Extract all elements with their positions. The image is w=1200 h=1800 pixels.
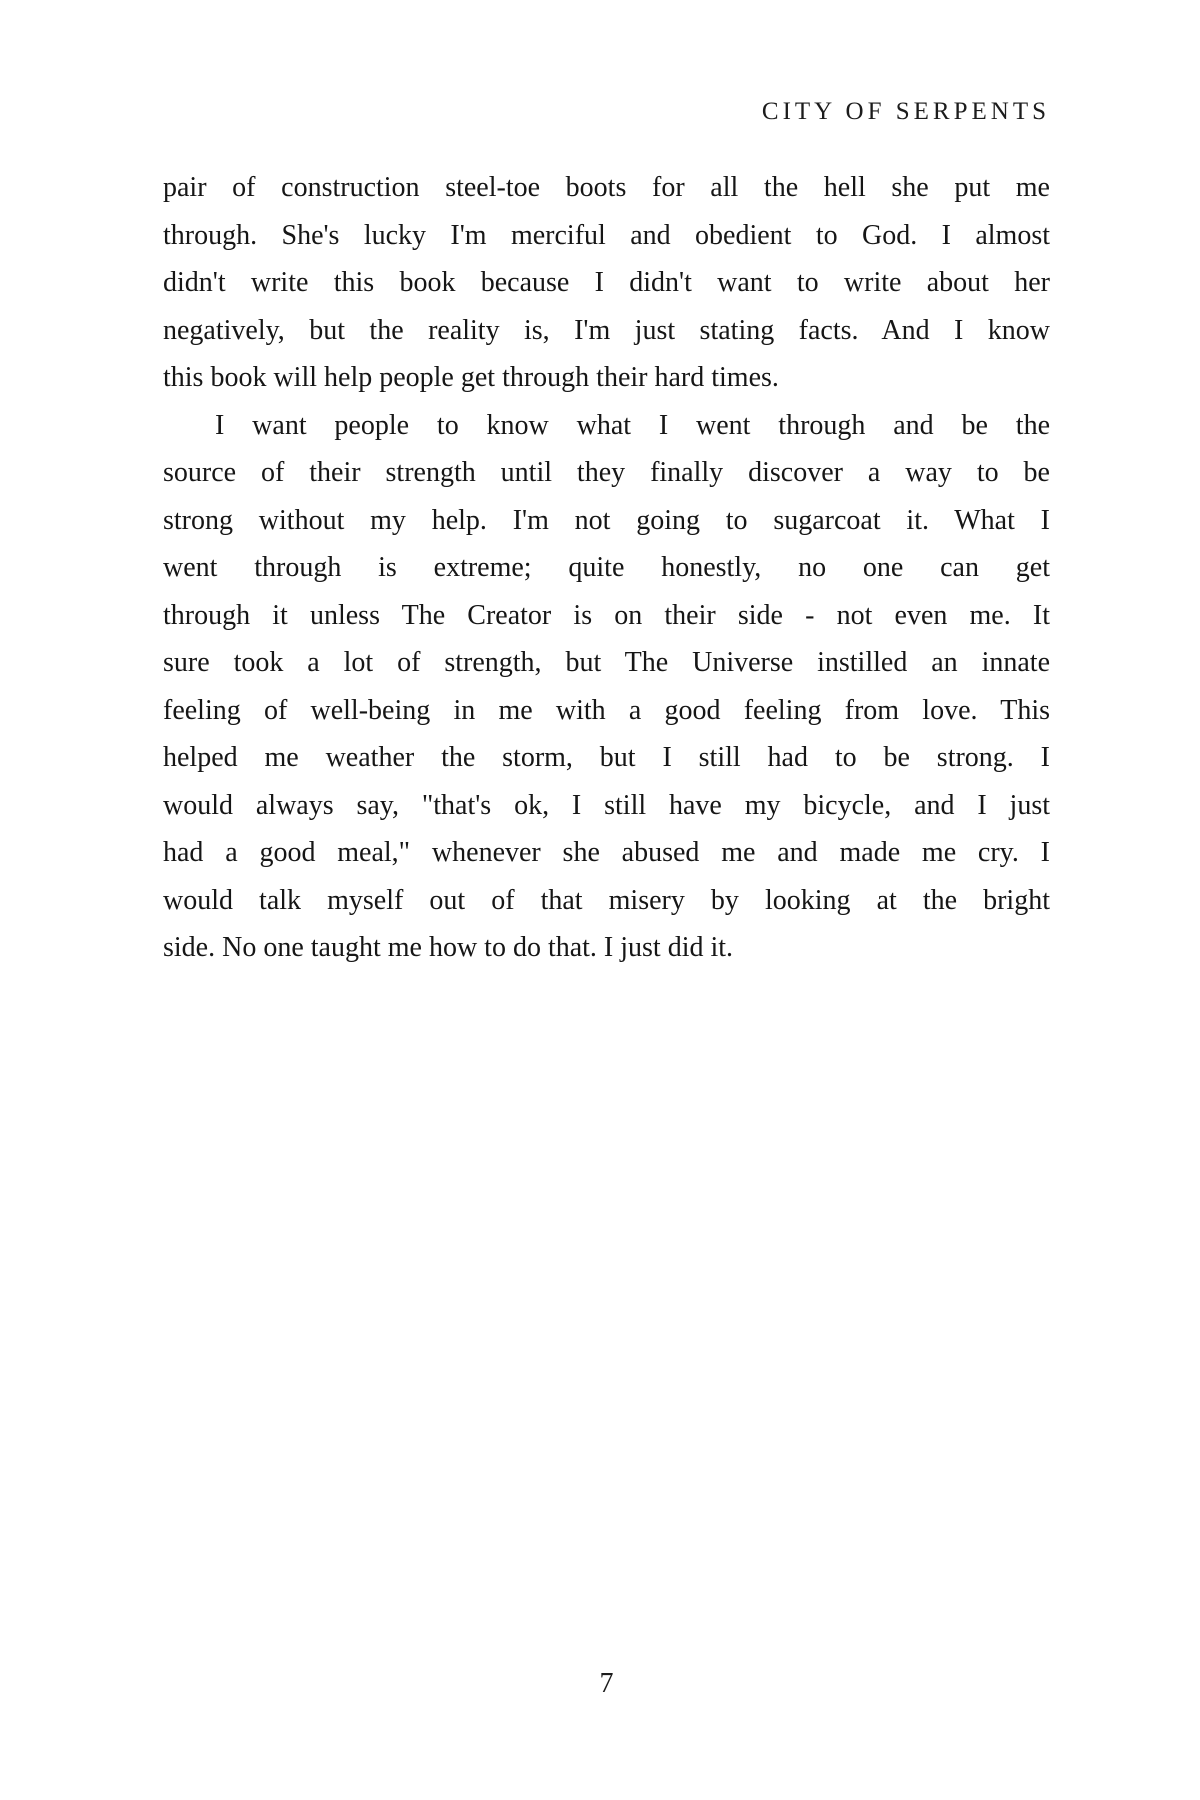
text-line: didn't write this book because I didn't want to write about her (163, 267, 1050, 298)
paragraph (163, 402, 1050, 972)
text-line: source of their strength until they finally discover a way to be (163, 457, 1050, 488)
text-line: strong without my help. I'm not going to sugarcoat it. What I (163, 504, 1050, 536)
text-line: pair of construction steel-toe boots for all the hell she put me (163, 172, 1050, 203)
text-block (163, 99, 1050, 972)
text-line: helped me weather the storm, but I still had to be strong. I (163, 742, 1050, 773)
text-line: I want people to know what I went through and be the (215, 409, 1050, 441)
text-line: this book will help people get through their hard times. (163, 362, 779, 393)
text-line: would talk myself out of that misery by looking at the bright (163, 884, 1050, 916)
running-header: CITY OF SERPENTS (761, 98, 1050, 125)
text-line: negatively, but the reality is, I'm just stating facts. And I know (163, 314, 1050, 346)
text-line: through it unless The Creator is on their side - not even me. It (163, 599, 1050, 631)
text-line: through. She's lucky I'm merciful and obedient to God. I almost (163, 219, 1050, 251)
text-line: went through is extreme; quite honestly, no one can get (163, 552, 1050, 583)
text-line: side. No one taught me how to do that. I just did it. (163, 932, 734, 963)
paragraph (163, 164, 1050, 402)
text-line: would always say, "that's ok, I still have my bicycle, and I just (163, 789, 1050, 821)
text-line: had a good meal," whenever she abused me and made me cry. I (163, 837, 1050, 868)
text-line: sure took a lot of strength, but The Universe instilled an innate (163, 647, 1050, 678)
text-line: feeling of well-being in me with a good feeling from love. This (163, 694, 1050, 726)
page-number: 7 (599, 1668, 614, 1699)
body-text (163, 164, 1050, 972)
